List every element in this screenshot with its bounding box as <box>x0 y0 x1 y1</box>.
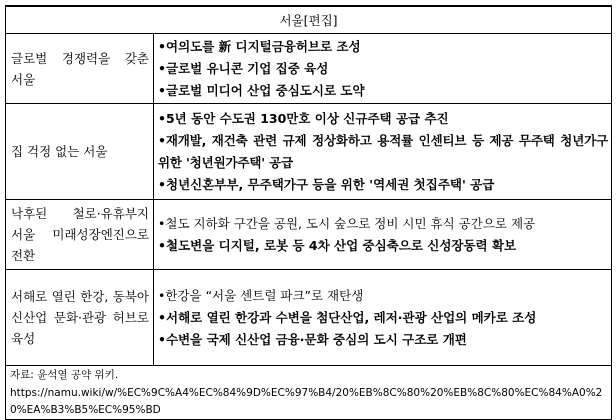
table-title: 서울[편집] <box>6 6 612 34</box>
row-heading: 낙후된 철로·유휴부지 서울 미래성장엔진으로 전환 <box>6 200 154 270</box>
source-cell <box>6 366 612 420</box>
list-item: •글로벌 유니콘 기업 집중 육성 <box>158 60 329 76</box>
table-row <box>6 34 612 104</box>
list-item: •철도 지하화 구간을 공원, 도시 숲으로 정비 시민 휴식 공간으로 제공 <box>158 215 536 231</box>
list-item: •철도변을 디지털, 로봇 등 4차 산업 중심축으로 신성장동력 확보 <box>158 237 517 253</box>
list-item: •서해로 열린 한강과 수변을 첨단산업, 레저·관광 산업의 메카로 조성 <box>158 309 537 325</box>
row-heading: 서해로 열린 한강, 동북아 신산업 문화·관광 허브로 육성 <box>6 270 154 366</box>
source-label: 자료: 윤석열 공약 위키. <box>10 369 119 381</box>
row-items <box>154 200 612 270</box>
list-item: •여의도를 新 디지털금융허브로 조성 <box>158 38 361 54</box>
source-url[interactable]: https://namu.wiki/w/%EC%9C%A4%EC%84%9D%EC%97%B4/20%EB%8C%80%20%EB%8C%80%EC%84%A0%20%EA%B3%B5%EC%95%BD <box>10 387 603 416</box>
list-item: •5년 동안 수도권 130만호 이상 신규주택 공급 추진 <box>158 110 449 126</box>
row-items <box>154 270 612 366</box>
list-item: •수변을 국제 신산업 금융·문화 중심의 도시 구조로 개편 <box>158 331 467 347</box>
list-item: •재개발, 재건축 관련 규제 정상화하고 용적률 인센티브 등 제공 무주택 청년가구 위한 '청년원가주택' 공급 <box>158 132 608 170</box>
pledge-table-container <box>5 5 611 420</box>
source-row <box>6 366 612 420</box>
list-item: •글로벌 미디어 산업 중심도시로 도약 <box>158 82 365 98</box>
row-items <box>154 34 612 104</box>
table-row <box>6 270 612 366</box>
pledge-table <box>5 5 612 420</box>
row-heading: 집 걱정 없는 서울 <box>6 104 154 200</box>
table-row <box>6 104 612 200</box>
table-row <box>6 200 612 270</box>
row-heading: 글로벌 경쟁력을 갖춘 서울 <box>6 34 154 104</box>
list-item: •청년신혼부부, 무주택가구 등을 위한 '역세권 첫집주택' 공급 <box>158 176 495 192</box>
row-items <box>154 104 612 200</box>
list-item: •한강을 “서울 센트럴 파크”로 재탄생 <box>158 287 364 303</box>
table-header-row <box>6 6 612 34</box>
